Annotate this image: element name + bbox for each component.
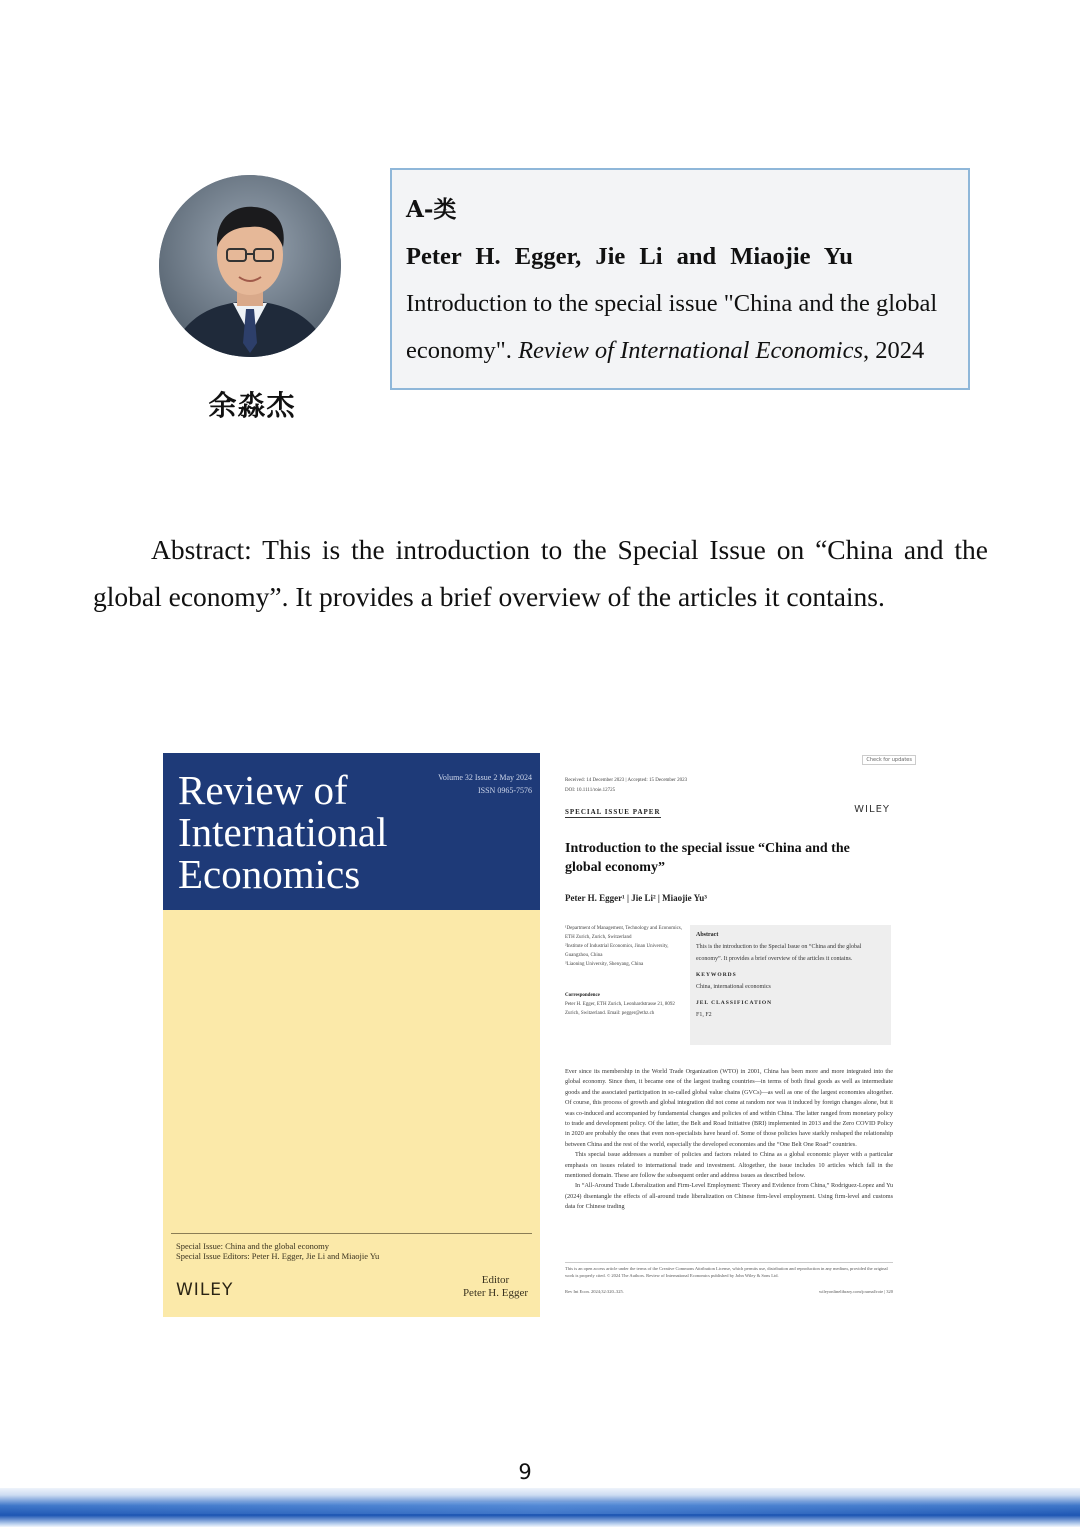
citation-authors: Peter H. Egger, Jie Li and Miaojie Yu xyxy=(406,243,853,270)
article-abstract-box xyxy=(690,925,891,1045)
author-portrait xyxy=(159,175,341,357)
cover-volume: Volume 32 Issue 2 May 2024 xyxy=(438,773,532,782)
keywords-label: KEYWORDS xyxy=(696,972,737,978)
cover-publisher-logo: WILEY xyxy=(176,1280,234,1300)
article-correspondence xyxy=(565,991,683,1018)
article-affiliations xyxy=(565,924,683,969)
citation-category: A-类 xyxy=(406,196,457,223)
article-body xyxy=(565,1067,893,1213)
article-license: This is an open access article under the terms of the Creative Commons Attribution License, which permits use, distribution and reproduction in any medium, provided the original work is properly cited. © 2024 The Authors. Review of International Economics published by John Wiley & Sons Ltd. xyxy=(565,1262,893,1279)
article-first-page xyxy=(556,752,918,1300)
correspondence-label: Correspondence xyxy=(565,993,600,998)
affiliation: ¹Department of Management, Technology and Economics, ETH Zurich, Zurich, Switzerland xyxy=(565,926,682,940)
cover-editor xyxy=(463,1274,528,1300)
body-paragraph: Ever since its membership in the World Trade Organization (WTO) in 2001, China has been more and more integrated into the global economy. Since then, it became one of the largest trading countries—in terms of both final goods as well as intermediate goods and the associated participation in so-called global value chains (GVCs)—as well as one of the largest economies altogether. Of course, this process of growth and global integration did not come at random nor was it induced by foreign changes alone, but it was co-induced and accompanied by fundamental changes and policies of and within China. The latter ranged from monetary policy to trade and development policy. Of the latter, the Belt and Road Initiative (BRI) implemented in 2013 and the Zero COVID Policy in 2020 are probably the ones that even non-specialists have heard of. Some of those policies have starkly reshaped the relationship between China and the rest of the world, especially the developed economies and the “One Belt One Road” countries. xyxy=(565,1068,893,1148)
keywords-text: China, international economics xyxy=(696,984,771,990)
citation-year: , 2024 xyxy=(863,337,925,364)
cover-title xyxy=(178,769,387,895)
cover-editor-name: Peter H. Egger xyxy=(462,1287,528,1299)
article-title: Introduction to the special issue “China and the global economy” xyxy=(565,841,850,875)
cover-special-editors: Special Issue Editors: Peter H. Egger, Jie Li and Miaojie Yu xyxy=(176,1251,380,1261)
article-publisher-logo: WILEY xyxy=(854,804,890,815)
cover-title-line2: International xyxy=(178,809,388,855)
article-footer xyxy=(565,1289,893,1294)
article-doi: DOI: 10.1111/roie.12725 xyxy=(565,788,616,793)
article-authors: Peter H. Egger¹ | Jie Li² | Miaojie Yu³ xyxy=(565,893,707,903)
cover-issn: ISSN 0965-7576 xyxy=(477,786,532,795)
cover-header xyxy=(163,753,540,910)
jel-label: JEL CLASSIFICATION xyxy=(696,1000,773,1006)
affiliation: ²Institute of Industrial Economics, Jinan University, Guangzhou, China xyxy=(565,944,669,958)
abstract-text: This is the introduction to the Special Issue on “China and the global economy”. It provides a brief overview of the articles it contains. xyxy=(696,944,862,962)
body-paragraph: In “All-Around Trade Liberalization and Firm-Level Employment: Theory and Evidence from China,” Rodriguez-Lopez and Yu (2024) disentangle the effects of all-around trade liberalization on Chinese firm-level employment. Using firm-level and customs data for Chinese trading xyxy=(565,1182,893,1211)
affiliation: ³Liaoning University, Shenyang, China xyxy=(565,962,644,967)
body-paragraph: This special issue addresses a number of policies and factors related to China as a global economic player with a particular emphasis on issues related to international trade and investment. Altogether, the issue includes 10 articles which fall in the mentioned domain. These are follow the subsequent order and address issues as described below. xyxy=(565,1151,893,1180)
check-for-updates-badge: Check for updates xyxy=(862,755,916,765)
footer-band xyxy=(0,1488,1080,1527)
citation-box xyxy=(390,168,970,390)
abstract-label: Abstract xyxy=(696,932,719,938)
journal-cover xyxy=(163,753,540,1317)
citation-title-line2 xyxy=(406,327,954,374)
cover-title-line1: Review of xyxy=(178,767,348,813)
cover-special-title: Special Issue: China and the global economy xyxy=(176,1241,329,1251)
page-number: 9 xyxy=(518,1460,532,1484)
author-name: 余淼杰 xyxy=(208,389,296,422)
article-footer-citation: Rev Int Econ. 2024;32:320–325. xyxy=(565,1289,624,1294)
cover-divider xyxy=(171,1233,532,1234)
portrait-photo-icon xyxy=(159,175,341,357)
article-footer-url: wileyonlinelibrary.com/journal/roie | 320 xyxy=(819,1289,893,1294)
citation-journal: Review of International Economics xyxy=(518,337,864,364)
correspondence-text: Peter H. Egger, ETH Zurich, Leonhardstrasse 21, 8092 Zurich, Switzerland. Email: pegger@ethz.ch xyxy=(565,1002,675,1016)
jel-text: F1, F2 xyxy=(696,1012,712,1018)
article-received: Received: 14 December 2023 | Accepted: 15 December 2023 xyxy=(565,778,688,783)
article-section-label: SPECIAL ISSUE PAPER xyxy=(565,808,661,816)
cover-meta xyxy=(438,771,532,797)
citation-title-end: economy". xyxy=(406,337,519,364)
cover-special-issue xyxy=(176,1241,379,1261)
cover-editor-label: Editor xyxy=(481,1274,510,1286)
abstract-paragraph: Abstract: This is the introduction to the Special Issue on “China and the global economy”. It provides a brief overview of the articles it contains. xyxy=(93,534,988,612)
citation-title-line1: Introduction to the special issue "China and the global xyxy=(406,290,938,317)
cover-title-line3: Economics xyxy=(178,851,361,897)
